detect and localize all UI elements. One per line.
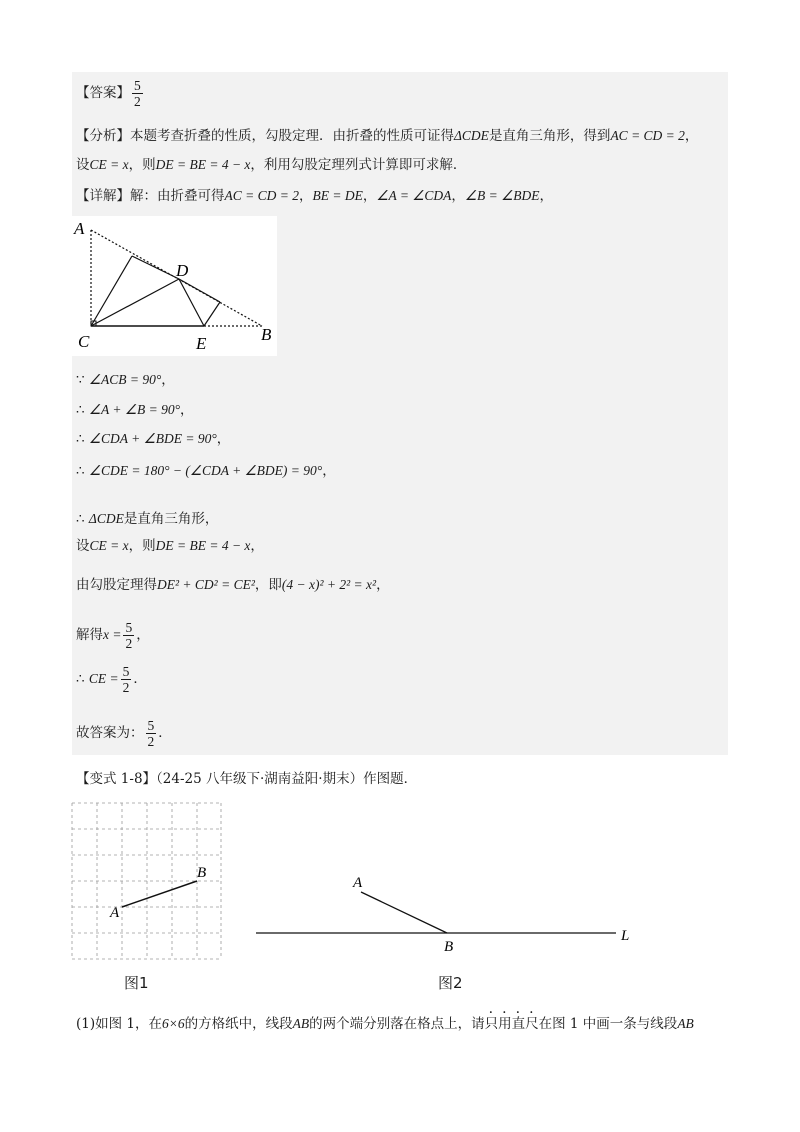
step-math: (4 − x)² + 2² = x² <box>281 577 377 592</box>
step-text: ． <box>133 671 147 687</box>
therefore-symbol: ∴ <box>76 671 85 687</box>
step-9 <box>76 664 147 695</box>
fig2-label-A: A <box>353 875 363 891</box>
step-math: x = <box>103 627 122 642</box>
question-text: 在图 1 中画一条与线段 <box>538 1016 678 1032</box>
analysis-text: 本题考查折叠的性质，勾股定理．由折叠的性质可证得 <box>130 128 454 144</box>
answer-line <box>76 78 145 109</box>
therefore-symbol: ∴ <box>76 511 85 527</box>
label-A: A <box>74 219 85 238</box>
step-text: 设 <box>76 538 90 554</box>
variant-heading <box>76 770 417 788</box>
step-math: CE = <box>88 671 119 686</box>
question-text: (1)如图 1，在 <box>76 1016 163 1032</box>
analysis-text: ，则 <box>128 157 156 173</box>
step-text: ． <box>158 725 172 741</box>
fraction-denominator: 2 <box>147 734 155 749</box>
analysis-text: 设 <box>76 157 90 173</box>
fraction-denominator: 2 <box>122 680 130 695</box>
line-figure-2 <box>250 865 640 960</box>
fig2-label-B: B <box>444 939 454 955</box>
step-text: ， <box>376 577 390 593</box>
step-math: CE = x <box>89 538 129 553</box>
therefore-symbol: ∴ <box>76 463 85 479</box>
detail-text: 解：由折叠可得 <box>130 188 225 204</box>
detail-text: ， <box>451 188 465 204</box>
variant-text: （24-25 八年级下·湖南益阳·期末）作图题． <box>156 771 418 787</box>
question-math: 6×6 <box>162 1016 185 1031</box>
answer-fraction <box>132 78 143 109</box>
question-math: AB <box>292 1016 310 1031</box>
analysis-line-2 <box>76 156 466 174</box>
fraction-numerator: 5 <box>147 718 155 733</box>
step-math: DE = BE = 4 − x <box>155 538 251 553</box>
analysis-text: ， <box>684 128 699 144</box>
analysis-line-1 <box>76 127 698 145</box>
fig2-label-L: L <box>621 928 630 944</box>
detail-line <box>76 187 553 205</box>
figure-2-caption: 图2 <box>438 974 463 992</box>
step-text: 解得 <box>76 627 103 643</box>
step-4 <box>76 462 336 480</box>
because-symbol: ∵ <box>76 372 85 388</box>
detail-text: ， <box>298 188 313 204</box>
step-text: 故答案为： <box>76 725 144 741</box>
step-text: ， <box>161 372 175 388</box>
answer-numerator: 5 <box>134 78 141 93</box>
emphasis-char: 尺 <box>525 1016 539 1032</box>
step-5 <box>76 510 218 528</box>
detail-math: ∠B = ∠BDE <box>464 188 540 203</box>
step-3 <box>76 430 230 448</box>
label-C: C <box>78 332 90 351</box>
detail-math: AC = CD = 2 <box>224 188 299 203</box>
step-text: ， <box>216 431 231 447</box>
analysis-tag: 【分析】 <box>76 128 130 144</box>
analysis-text: 是直角三角形，得到 <box>488 128 611 144</box>
label-D: D <box>176 261 189 280</box>
analysis-math: AC = CD = 2 <box>610 128 685 143</box>
fraction-numerator: 5 <box>122 664 130 679</box>
detail-math: BE = DE <box>312 188 363 203</box>
step-7 <box>76 576 390 594</box>
grid-label-A: A <box>110 905 120 921</box>
label-E: E <box>196 334 207 353</box>
step-text: ， <box>136 627 150 643</box>
detail-math: ∠A = ∠CDA <box>376 188 452 203</box>
analysis-math: ΔCDE <box>454 128 489 143</box>
grid-lines <box>72 803 221 959</box>
question-line <box>76 1015 694 1033</box>
analysis-text: ，利用勾股定理列式计算即可求解． <box>250 157 467 173</box>
detail-text: ， <box>362 188 377 204</box>
analysis-math: DE = BE = 4 − x <box>155 157 251 172</box>
step-1 <box>76 371 175 389</box>
step-text: ， <box>179 402 194 418</box>
fraction-denominator: 2 <box>125 636 133 651</box>
step-math: ∠CDA + ∠BDE = 90° <box>88 431 217 446</box>
step-math: DE² + CD² = CE² <box>157 577 255 592</box>
detail-tag: 【详解】 <box>76 188 130 204</box>
figure-1-caption: 图1 <box>124 974 149 992</box>
step-text: 由勾股定理得 <box>76 577 157 593</box>
step-8-fraction <box>123 620 134 651</box>
step-text: ，即 <box>254 577 282 593</box>
therefore-symbol: ∴ <box>76 431 85 447</box>
segment-AB-fig2 <box>361 892 447 933</box>
detail-text: ， <box>539 188 553 204</box>
step-math: ∠A + ∠B = 90° <box>88 402 180 417</box>
therefore-symbol: ∴ <box>76 402 85 418</box>
question-text: 的方格纸中，线段 <box>184 1016 293 1032</box>
question-text: 的两个端分别落在格点上，请 <box>309 1016 485 1032</box>
step-2 <box>76 401 193 419</box>
step-6 <box>76 537 264 555</box>
step-text: ， <box>250 538 264 554</box>
fraction-numerator: 5 <box>125 620 133 635</box>
grid-figure-1 <box>70 800 225 963</box>
answer-denominator: 2 <box>134 94 141 109</box>
step-math: ΔCDE <box>88 511 124 526</box>
segment-AB <box>122 881 197 907</box>
question-math: AB <box>677 1016 694 1031</box>
answer-tag: 【答案】 <box>76 85 130 101</box>
step-math: ∠CDE = 180° − (∠CDA + ∠BDE) = 90° <box>88 463 323 478</box>
step-text: 是直角三角形， <box>123 511 219 527</box>
step-text: ，则 <box>128 538 156 554</box>
emphasis-char: 直 <box>511 1016 526 1032</box>
step-10 <box>76 718 172 749</box>
emphasis-char: 只 <box>484 1016 499 1032</box>
step-8 <box>76 620 150 651</box>
triangle-figure <box>72 216 277 356</box>
emphasis-char: 用 <box>498 1016 512 1032</box>
grid-label-B: B <box>197 865 207 881</box>
final-answer-fraction <box>146 718 157 749</box>
variant-tag: 【变式 1-8】 <box>76 771 157 787</box>
analysis-math: CE = x <box>89 157 129 172</box>
step-9-fraction <box>121 664 132 695</box>
label-B: B <box>261 325 272 344</box>
step-text: ， <box>322 463 336 479</box>
step-math: ∠ACB = 90° <box>88 372 162 387</box>
